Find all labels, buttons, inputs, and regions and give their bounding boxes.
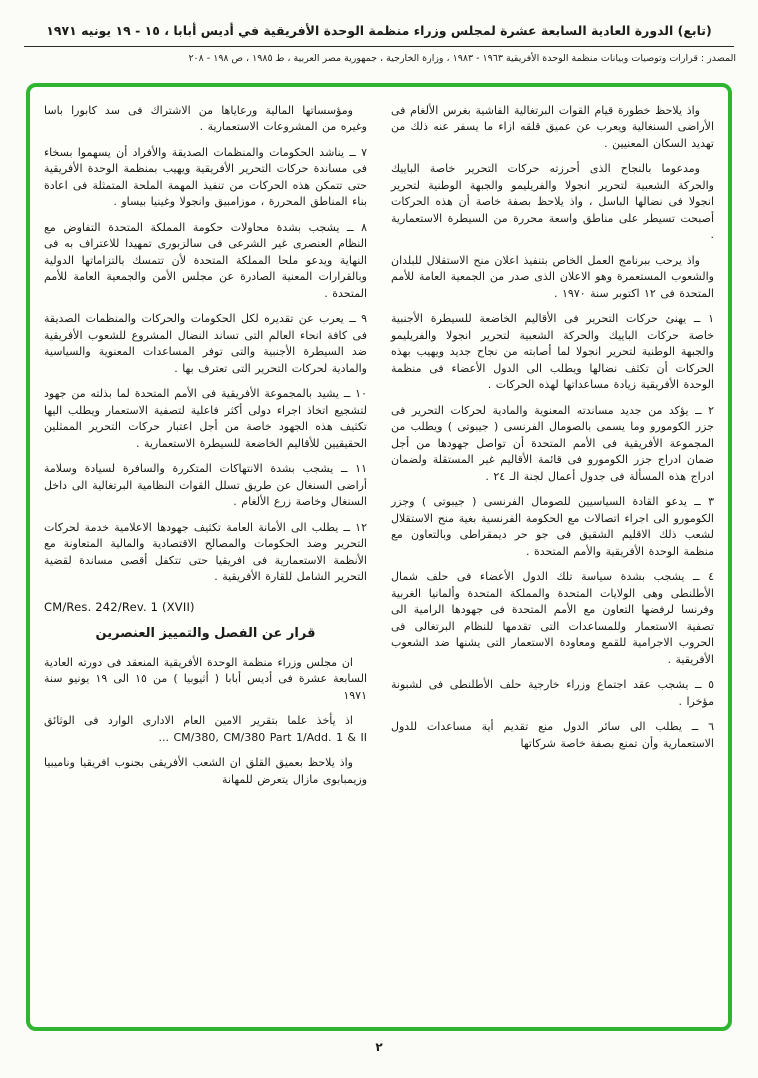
- paragraph-numbered-6: ٦ ــ يطلب الى سائر الدول منع تقديم أية مساعدات للدول الاستعمارية وأن تمنع بصفة خاصة شركاتها: [391, 720, 714, 750]
- header-title: (تابع) الدورة العادية السابعة عشرة لمجلس وزراء منظمة الوحدة الأفريقية في أديس أبابا ، ١٥ - ١٩ يونيه ١٩٧١: [46, 23, 712, 38]
- text-column-right: [391, 103, 714, 1017]
- paragraph: واذ يرحب ببرنامج العمل الخاص بتنفيذ اعلان منح الاستقلال للبلدان والشعوب المستعمرة وهو الاعلان الذى صدر من الجمعية العامة للأمم المتحدة فى ١٢ اكتوبر سنة ١٩٧٠ .: [391, 253, 714, 300]
- paragraph-numbered-2: ٢ ــ يؤكد من جديد مساندته المعنوية والمادية لحركات التحرير فى جزر الكومورو وما يسمى بالصومال الفرنسى ( جيبوتى ) ويطلب من المجموعة الأفريقية فى الأمم المتحدة أن تواصل جهودها من أجل ضمان ادراج جزر الكومورو فى قائمة الأقاليم غير المستقلة ولضمان ادراج هذه المسألة فى جدول أعمال لجنة الـ ٢٤ .: [391, 403, 714, 483]
- paragraph-numbered-10: ١٠ ــ يشيد بالمجموعة الأفريقية فى الأمم المتحدة لما بذلته من جهود لتشجيع اتخاذ اجراء دولى أكثر فاعلية لتصفية الاستعمار ويطلب اليها تكثيف هذه الجهود خاصة من أجل اعتبار حركات التحرير الممثلين الحقيقيين للأقاليم الخاضعة للسيطرة الاستعمارية .: [44, 387, 367, 450]
- paragraph-numbered-8: ٨ ــ يشجب بشدة محاولات حكومة المملكة المتحدة التفاوض مع النظام العنصرى غير الشرعى فى سالزبورى تمهيدا للاعتراف به فى النهاية ويدعو ملحا المملكة المتحدة لأن تتمسك بالتزاماتها الدولية وبالقرارات المعنية الصادرة عن مجلس الأمن والجمعية العامة للأمم المتحدة .: [44, 220, 367, 300]
- paragraph: واذ يلاحظ خطورة قيام القوات البرتغالية الفاشية بغرس الألغام فى الأراضى السنغالية ويعرب عن عميق قلقه ازاء ما يسفر عنه ذلك من تهديد السكان المعنيين .: [391, 103, 714, 150]
- paragraph-numbered-5: ٥ ــ يشجب عقد اجتماع وزراء خارجية حلف الأطلنطى فى لشبونة مؤخرا .: [391, 678, 714, 708]
- page-number: ٢: [375, 1039, 383, 1054]
- section-heading: قرار عن الفصل والتمييز العنصرين: [95, 625, 316, 641]
- source-line: المصدر : قرارات وتوصيات وبيانات منظمة الوحدة الأفريقية ١٩٦٣ - ١٩٨٣ ، وزارة الخارجية ، جمهورية مصر العربية ، ط ١٩٨٥ ، ص ١٩٨ - ٢٠٨: [188, 52, 736, 64]
- paragraph-numbered-9: ٩ ــ يعرب عن تقديره لكل الحكومات والحركات والمنظمات الصديقة فى كافة انحاء العالم التى تساند النضال المشروع للشعوب الأفريقية ضد السيطرة الأجنبية والتى توفر المساعدات المعنوية والسياسية والمادية لحركات التحرير التى تعترف بها .: [44, 312, 367, 375]
- paragraph-numbered-1: ١ ــ يهنئ حركات التحرير فى الأقاليم الخاضعة للسيطرة الأجنبية خاصة حركات الباييك والحركة الشعبية لتحرير انجولا والفريليمو والجبهة الوطنية لتحرير انجولا لما أصابته من نجاح جديد ويهيب بهذه الحركات أن تكثف نضالها ويطلب الى الدول الأعضاء فى منظمة الوحدة الأفريقية زيادة مساعداتها لهذه الحركات .: [391, 312, 714, 392]
- paragraph-numbered-3: ٣ ــ يدعو القادة السياسيين للصومال الفرنسى ( جيبوتى ) وجزر الكومورو الى اجراء اتصالات مع الحكومة الفرنسية بغية منح الاستقلال لشعب ذلك الاقليم الشقيق فى جو حر ديمقراطى وبالتعاون مع منظمة الوحدة الأفريقية والأمم المتحدة .: [391, 495, 714, 558]
- paragraph-preamble: ان مجلس وزراء منظمة الوحدة الأفريقية المنعقد فى دورته العادية السابعة عشرة فى أديس أبابا ( أثيوبيا ) من ١٥ الى ١٩ يونيو سنة ١٩٧١: [44, 655, 367, 702]
- page-header: [10, 22, 748, 65]
- paragraph-doc-refs: اذ يأخذ علما بتقرير الامين العام الادارى الوارد فى الوثائق CM/380, CM/380 Part 1/Add. 1 & II ...: [44, 714, 367, 744]
- paragraph-numbered-11: ١١ ــ يشجب بشدة الانتهاكات المتكررة والسافرة لسيادة وسلامة أراضى السنغال عن طريق تسلل القوات النظامية البرتغالية الى داخل السنغال وخاصة زرع الألغام .: [44, 462, 367, 509]
- paragraph-continuation: ومؤسساتها المالية ورعاياها من الاشتراك فى سد كابورا باسا وغيره من المشروعات الاستعمارية .: [44, 103, 367, 134]
- paragraph-numbered-4: ٤ ــ يشجب بشدة سياسة تلك الدول الأعضاء فى حلف شمال الأطلنطى وهى الولايات المتحدة والمملكة المتحدة وألمانيا الغربية وفرنسا لرفضها التعاون مع الأمم المتحدة فى جهودها الرامية الى تصفية الاستعمار وللمساعدات التى تقدمها للنظام البرتغالى فى الحروب الاجرامية للقمع ومعاودة الاستعمار التى يشنها ضد الشعوب الأفريقية .: [391, 570, 714, 666]
- text-column-left: [44, 103, 367, 1017]
- resolution-reference: CM/Res. 242/Rev. 1 (XVII): [44, 599, 195, 614]
- paragraph: واذ يلاحظ بعميق القلق ان الشعب الأفريقى بجنوب افريقيا وناميبيا وزيمبابوى مازال يتعرض للمهانة: [44, 756, 367, 786]
- text-columns: [44, 103, 714, 1017]
- content-box: [26, 83, 732, 1031]
- paragraph-numbered-12: ١٢ ــ يطلب الى الأمانة العامة تكثيف جهودها الاعلامية خدمة لحركات التحرير وضد الحكومات والمصالح الاقتصادية والمالية المتعاونة مع الأنظمة الاستعمارية فى افريقيا حتى تتكفل أقصى مساندة لقضية التحرير الشامل للقارة الأفريقية .: [44, 520, 367, 584]
- header-rule: [24, 46, 734, 47]
- paragraph-numbered-7: ٧ ــ يناشد الحكومات والمنظمات الصديقة والأفراد أن يسهموا بسخاء فى مساندة حركات التحرير الأفريقية ويهيب بمنظمة الوحدة الأفريقية حتى تتمكن هذه الحركات من تنفيذ المهمة الملحة المتمثلة فى اعادة بناء المناطق المحررة ، موزامبيق وانجولا وغينيا بيساو .: [44, 145, 367, 209]
- paragraph: ومدعوما بالنجاح الذى أحرزته حركات التحرير خاصة الباييك والحركة الشعبية لتحرير انجولا والفريليمو والجبهة الوطنية لتحرير انجولا فى نضالها الباسل ، واذ يلاحظ بصفة خاصة أن هذه الحركات أصبحت تسيطر على مناطق واسعة محررة من السيطرة الاستعمارية .: [391, 162, 714, 242]
